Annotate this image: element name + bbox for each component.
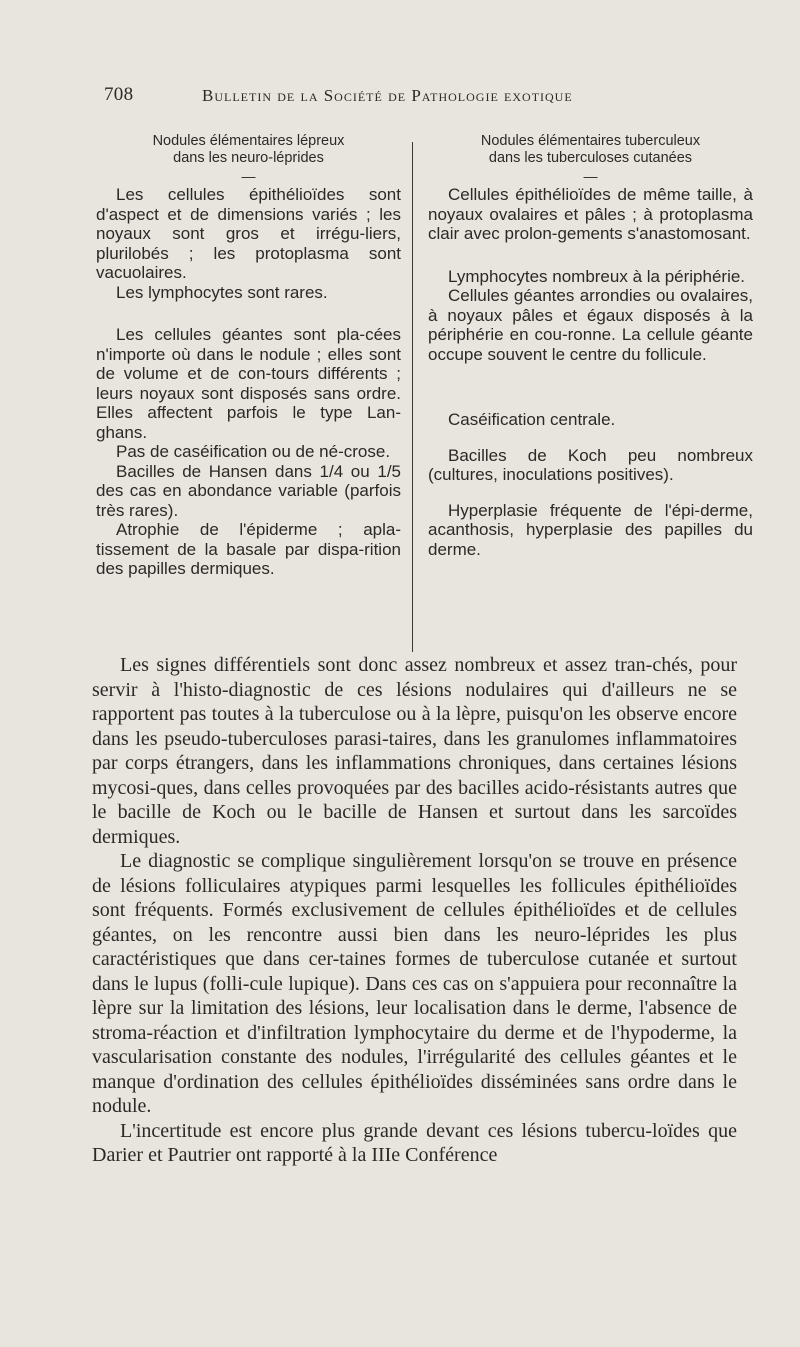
left-para-epidermis: Atrophie de l'épiderme ; apla-tissement de la basale par dispa-rition des papilles dermiques. xyxy=(96,520,401,578)
left-column-leprous-nodules xyxy=(96,133,401,579)
right-heading-line-1: Nodules élémentaires tuberculeux xyxy=(480,133,701,149)
main-body-text xyxy=(92,653,737,1168)
left-para-lymphocytes: Les lymphocytes sont rares. xyxy=(116,282,328,302)
body-para-uncertainty: L'incertitude est encore plus grande devant ces lésions tubercu-loïdes que Darier et Pautrier ont rapporté à la IIIe Conférence xyxy=(92,1119,737,1166)
left-para-bacilli: Bacilles de Hansen dans 1/4 ou 1/5 des cas en abondance variable (parfois très rares). xyxy=(96,461,401,520)
right-para-epidermis: Hyperplasie fréquente de l'épi-derme, acanthosis, hyperplasie des papilles du derme. xyxy=(428,500,753,559)
body-para-differential-signs: Les signes différentiels sont donc assez nombreux et assez tran-chés, pour servir à l'histo-diagnostic de ces lésions nodulaires qui d'ailleurs ne se rapportent pas toutes à la tuberculose ou à la lèpre, puisqu'on les observe encore dans les pseudo-tuberculoses parasi-taires, dans les granulomes inflammatoires par corps étrangers, dans les inflammations chroniques, dans certaines lésions mycosi-ques, dans celles provoquées par des bacilles acido-résistants autres que le bacille de Koch ou le bacille de Hansen et surtout dans les sarcoïdes dermiques. xyxy=(92,654,737,848)
journal-title: Bulletin de la Société de Pathologie exotique xyxy=(202,86,573,105)
right-para-giant-cells: Cellules géantes arrondies ou ovalaires, à noyaux pâles et égaux disposés à la périphérie en cou-ronne. La cellule géante occupe souvent le centre du follicule. xyxy=(428,286,753,364)
left-heading-line-1: Nodules élémentaires lépreux xyxy=(152,133,345,149)
running-header xyxy=(104,84,724,106)
page-number: 708 xyxy=(104,84,134,105)
left-heading-line-2: dans les neuro-léprides xyxy=(173,150,324,166)
column-divider xyxy=(412,142,413,652)
right-heading-line-2: dans les tuberculoses cutanées xyxy=(488,150,693,166)
body-para-diagnosis: Le diagnostic se complique singulièrement lorsqu'on se trouve en présence de lésions folliculaires atypiques parmi lesquelles les follicules épithélioïdes sont fréquents. Formés exclusivement de cellules épithélioïdes et de cellules géantes, on les rencontre aussi bien dans les neuro-léprides les plus caractéristiques que dans cer-taines formes de tuberculose cutanée et surtout dans le lupus (folli-cule lupique). Dans ces cas on s'appuiera pour reconnaître la lèpre sur la limitation des lésions, leur localisation dans le derme, l'absence de stroma-réaction et d'infiltration lymphocytaire du derme et de l'hypoderme, la vascularisation constante des nodules, l'irrégularité des cellules géantes et le manque d'ordination des cellules épithélioïdes disséminées sans ordre dans le nodule. xyxy=(92,850,737,1117)
right-para-bacilli: Bacilles de Koch peu nombreux (cultures, inoculations positives). xyxy=(428,445,753,484)
right-para-lymphocytes: Lymphocytes nombreux à la périphérie. xyxy=(448,266,746,286)
right-column-heading xyxy=(428,133,753,167)
right-para-epithelioid: Cellules épithélioïdes de même taille, à noyaux ovalaires et pâles ; à protoplasma clair avec prolon-gements s'anastomosant. xyxy=(428,185,753,243)
right-para-caseification: Caséification centrale. xyxy=(448,410,616,429)
left-heading-dash: — xyxy=(241,168,256,184)
left-para-giant-cells: Les cellules géantes sont pla-cées n'importe où dans le nodule ; elles sont de volume et de con-tours différents ; leurs noyaux sont disposés sans ordre. Elles affectent parfois le type Lan-ghans. xyxy=(96,325,401,442)
left-para-caseification: Pas de caséification ou de né-crose. xyxy=(116,442,391,461)
right-heading-dash: — xyxy=(583,168,598,184)
left-column-heading xyxy=(96,133,401,167)
right-column-tuberculous-nodules xyxy=(428,133,753,559)
left-para-epithelioid: Les cellules épithélioïdes sont d'aspect et de dimensions variés ; les noyaux sont gros et irrégu-liers, plurilobés ; les protoplasma sont vacuolaires. xyxy=(96,185,401,282)
